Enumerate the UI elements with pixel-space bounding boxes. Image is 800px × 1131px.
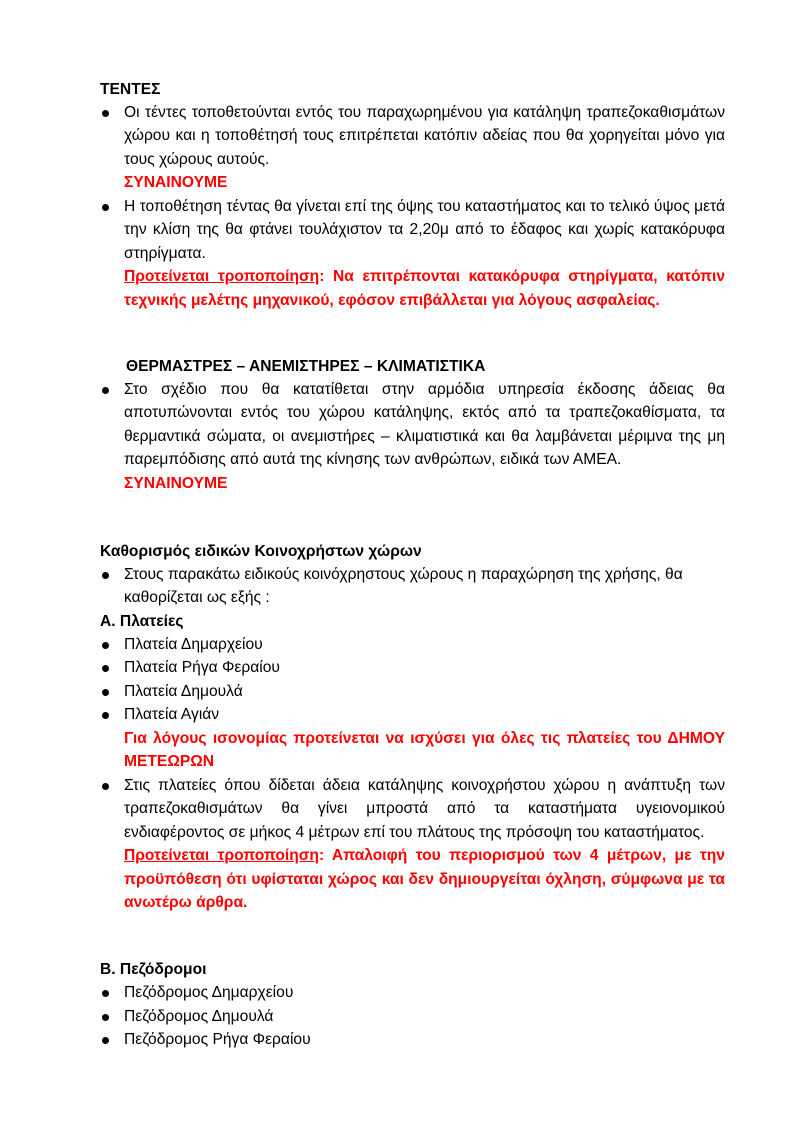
- proposal-label: Προτείνεται τροποποίηση: [124, 268, 320, 286]
- pedestrian-item: Πεζόδρομος Ρήγα Φεραίου: [124, 1031, 311, 1048]
- proposal-text: : Απαλοιφή του περιορισμού των 4 μέτρων, με την προϋπόθεση ότι υφίσταται χώρος και δεν δημιουργείται όχληση, σύμφωνα με τα ανωτέρω άρθρα.: [124, 847, 725, 912]
- proposal-text: : Να επιτρέπονται κατακόρυφα στηρίγματα, κατόπιν τεχνικής μελέτης μηχανικού, εφόσον επιβάλλεται για λόγους ασφαλείας.: [124, 268, 726, 309]
- square-item: Πλατεία Αγιάν: [124, 706, 220, 723]
- bullet-icon: [102, 387, 109, 394]
- tentes-item-2: Η τοποθέτηση τέντας θα γίνεται επί της όψης του καταστήματος και το τελικό ύψος μετά την κλίση της θα φτάνει τουλάχιστον τα 2,20μ από το έδαφος και χωρίς κατακόρυφα στηρίγματα.: [124, 198, 725, 262]
- pedestrian-item: Πεζόδρομος Δημαρχείου: [124, 984, 294, 1001]
- list-item: [100, 981, 725, 1004]
- bullet-icon: [102, 1037, 109, 1044]
- list-item: [100, 656, 725, 679]
- heading-pedestrian: Β. Πεζόδρομοι: [100, 961, 207, 978]
- list-item: [100, 703, 725, 726]
- heaters-item-1: Στο σχέδιο που θα κατατίθεται στην αρμόδια υπηρεσία έκδοσης άδειας θα αποτυπώνονται εντός του χώρου κατάληψης, εκτός από τα τραπεζοκαθίσματα, τα θερμαντικά σώματα, οι ανεμιστήρες – κλιματιστικά και θα λαμβάνεται μέριμνα της μη παρεμπόδισης από αυτά της κίνησης των ανθρώπων, ειδικά των ΑΜΕΑ.: [124, 381, 725, 469]
- list-item: [100, 195, 725, 312]
- list-item: [100, 563, 725, 610]
- proposal-label: Προτείνεται τροποποίηση: [124, 847, 319, 865]
- bullet-icon: [102, 712, 109, 719]
- heading-heaters: ΘΕΡΜΑΣΤΡΕΣ – ΑΝΕΜΙΣΤΗΡΕΣ – ΚΛΙΜΑΤΙΣΤΙΚΑ: [126, 358, 486, 375]
- heading-squares: Α. Πλατείες: [100, 613, 184, 630]
- bullet-icon: [102, 642, 109, 649]
- square-item: Πλατεία Ρήγα Φεραίου: [124, 659, 280, 676]
- list-item: [100, 680, 725, 703]
- list-item: [100, 1005, 725, 1028]
- list-item: [100, 101, 725, 195]
- list-item: [100, 1028, 725, 1051]
- heading-tentes: ΤΕΝΤΕΣ: [100, 81, 161, 98]
- list-item: [100, 774, 725, 914]
- pedestrian-item: Πεζόδρομος Δημουλά: [124, 1008, 274, 1025]
- tentes-item-1-response: ΣΥΝΑΙΝΟΥΜΕ: [124, 174, 228, 192]
- tentes-item-2-proposal: [124, 265, 725, 312]
- bullet-icon: [102, 110, 109, 117]
- bullet-icon: [102, 572, 109, 579]
- bullet-icon: [102, 783, 109, 790]
- list-item: [100, 378, 725, 495]
- heaters-item-1-response: ΣΥΝΑΙΝΟΥΜΕ: [124, 474, 228, 492]
- common-spaces-intro: Στους παρακάτω ειδικούς κοινόχρηστους χώρους η παραχώρηση της χρήσης, θα καθορίζεται ως εξής :: [124, 566, 683, 607]
- squares-proposal: [124, 844, 725, 914]
- square-item: Πλατεία Δημαρχείου: [124, 636, 263, 653]
- bullet-icon: [102, 990, 109, 997]
- square-item: Πλατεία Δημουλά: [124, 683, 243, 700]
- bullet-icon: [102, 1014, 109, 1021]
- squares-note: Για λόγους ισονομίας προτείνεται να ισχύσει για όλες τις πλατείες του ΔΗΜΟΥ ΜΕΤΕΩΡΩΝ: [124, 730, 725, 771]
- squares-rule: Στις πλατείες όπου δίδεται άδεια κατάληψης κοινοχρήστου χώρου η ανάπτυξη των τραπεζοκαθισμάτων θα γίνει μπροστά από τα καταστήματα υγειονομικού ενδιαφέροντος σε μήκος 4 μέτρων επί του πλάτους της πρόσοψη του καταστήματος.: [124, 777, 725, 841]
- list-item: [100, 633, 725, 656]
- tentes-item-1: Οι τέντες τοποθετούνται εντός του παραχωρημένου για κατάληψη τραπεζοκαθισμάτων χώρου και η τοποθέτησή τους επιτρέπεται κατόπιν αδείας που θα χορηγείται μόνο για τους χώρους αυτούς.: [124, 104, 725, 168]
- heading-common-spaces: Καθορισμός ειδικών Κοινοχρήστων χώρων: [100, 543, 422, 560]
- bullet-icon: [102, 665, 109, 672]
- bullet-icon: [102, 204, 109, 211]
- bullet-icon: [102, 689, 109, 696]
